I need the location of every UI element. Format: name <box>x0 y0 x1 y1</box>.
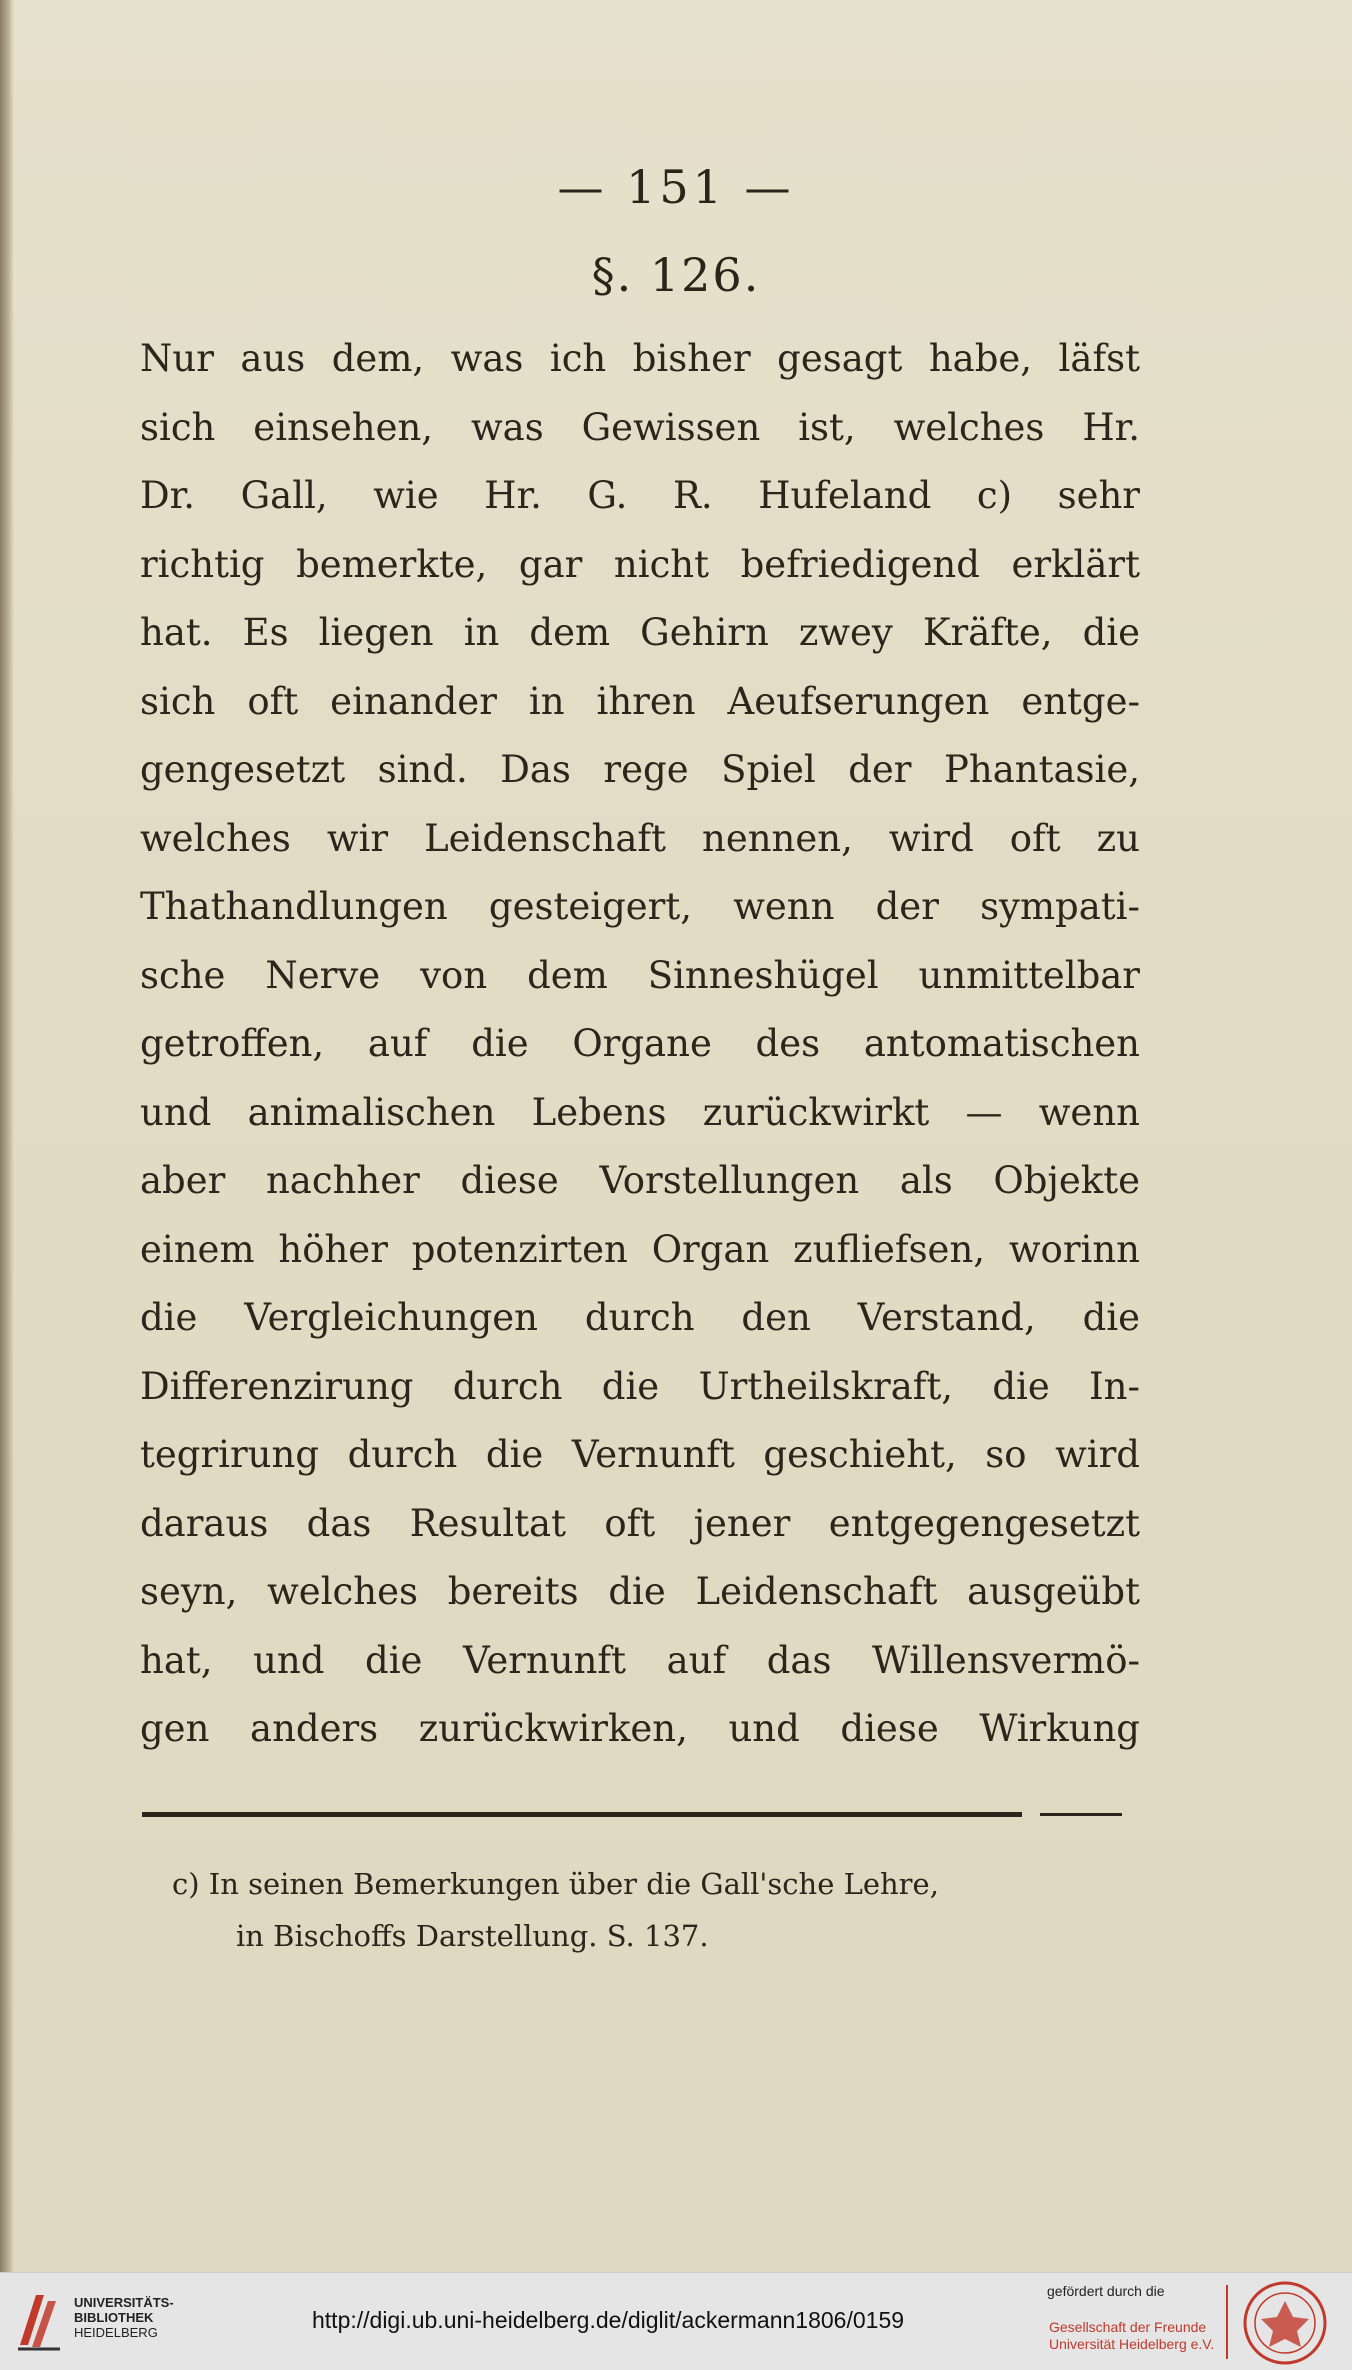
funded-by-label: gefördert durch die <box>1047 2283 1165 2299</box>
library-logo-icon <box>14 2287 64 2355</box>
text-line: getroffen, auf die Organe des antomatischen <box>140 1022 1140 1065</box>
text-line: welches wir Leidenschaft nennen, wird oft zu <box>140 816 1140 860</box>
text-line: gen anders zurückwirken, und diese Wirkung <box>140 1707 1140 1750</box>
footnote-divider-thick <box>142 1812 1022 1817</box>
footnote-divider <box>142 1812 1122 1817</box>
text-line: daraus das Resultat oft jener entgegengesetzt <box>140 1501 1140 1545</box>
page-number-header: — 151 — <box>557 160 795 214</box>
text-line: Differenzirung durch die Urtheilskraft, die In- <box>140 1364 1140 1408</box>
footnote-divider-thin <box>1040 1813 1122 1816</box>
library-name-line1: UNIVERSITÄTS- <box>74 2295 174 2310</box>
footnote-line: in Bischoffs Darstellung. S. 137. <box>236 1919 709 1953</box>
university-seal-icon <box>1243 2281 1327 2365</box>
library-name <box>74 2295 174 2340</box>
text-line: aber nachher diese Vorstellungen als Objekte <box>140 1159 1140 1202</box>
library-name-line2: BIBLIOTHEK <box>74 2310 154 2325</box>
text-line: seyn, welches bereits die Leidenschaft ausgeübt <box>140 1570 1140 1613</box>
footnote <box>172 1858 1132 1962</box>
library-name-line3: HEIDELBERG <box>74 2325 158 2340</box>
footer-divider <box>1226 2285 1228 2359</box>
viewer-footer <box>0 2272 1352 2370</box>
text-line: tegrirung durch die Vernunft geschieht, so wird <box>140 1433 1140 1476</box>
text-line: gengesetzt sind. Das rege Spiel der Phantasie, <box>140 748 1140 791</box>
footnote-line: c) In seinen Bemerkungen über die Gall'sche Lehre, <box>172 1867 939 1901</box>
text-line: sich einsehen, was Gewissen ist, welches Hr. <box>140 405 1140 449</box>
society-name-line2: Universität Heidelberg e.V. <box>1049 2336 1215 2352</box>
text-line: hat, und die Vernunft auf das Willensvermö- <box>140 1638 1140 1682</box>
text-line: und animalischen Lebens zurückwirkt — wenn <box>140 1090 1140 1134</box>
permalink-url[interactable]: http://digi.ub.uni-heidelberg.de/diglit/ackermann1806/0159 <box>312 2307 905 2333</box>
society-name <box>1049 2319 1214 2353</box>
text-line: richtig bemerkte, gar nicht befriedigend erklärt <box>140 542 1140 586</box>
page-binding-edge <box>0 0 14 2272</box>
text-line: sche Nerve von dem Sinneshügel unmittelbar <box>140 953 1140 997</box>
text-line: Dr. Gall, wie Hr. G. R. Hufeland c) sehr <box>140 474 1140 517</box>
text-line: Nur aus dem, was ich bisher gesagt habe, läfst <box>140 337 1140 380</box>
society-name-line1: Gesellschaft der Freunde <box>1049 2319 1207 2335</box>
text-line: Thathandlungen gesteigert, wenn der sympati- <box>140 885 1140 928</box>
text-line: sich oft einander in ihren Aeufserungen entge- <box>140 679 1140 723</box>
text-line: die Vergleichungen durch den Verstand, die <box>140 1296 1140 1339</box>
text-line: hat. Es liegen in dem Gehirn zwey Kräfte, die <box>140 611 1140 654</box>
section-heading: §. 126. <box>591 248 761 302</box>
text-line: einem höher potenzirten Organ zufliefsen, worinn <box>140 1227 1140 1271</box>
body-text <box>140 325 1140 1764</box>
